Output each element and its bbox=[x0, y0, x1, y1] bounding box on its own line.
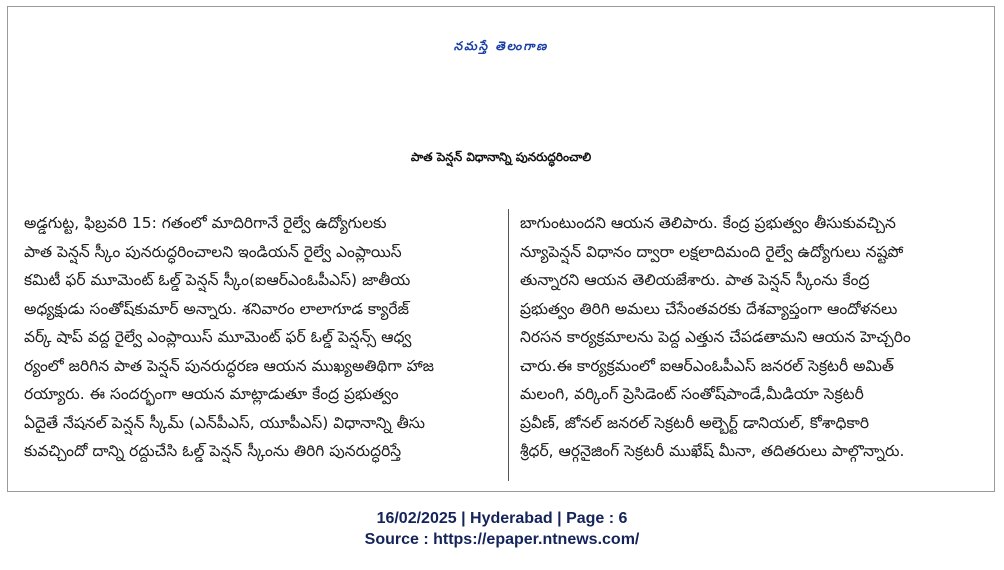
article-line: అడ్డగుట్ట, ఫిబ్రవరి 15: గతంలో మాదిరిగానే రైల్వే ఉద్యోగులకు bbox=[24, 214, 387, 232]
article-line: ర్యంలో జరిగిన పాత పెన్షన్ పునరుద్ధరణ ఆయన ముఖ్యఅతిథిగా హాజ bbox=[24, 356, 435, 375]
article-line: శ్రీధర్, ఆర్గనైజింగ్ సెక్రటరీ ముఖేష్ మీనా, తదితరులు పాల్గొన్నారు. bbox=[520, 442, 905, 460]
article-line: బాగుంటుందని ఆయన తెలిపారు. కేంద్ర ప్రభుత్వం తీసుకువచ్చిన bbox=[520, 214, 896, 232]
article-line: నిరసన కార్యక్రమాలను పెద్ద ఎత్తున చేపడతామని ఆయన హెచ్చరిం bbox=[520, 328, 911, 346]
article-line: పాత పెన్షన్ స్కీం పునరుద్ధరించాలని ఇండియన్ రైల్వే ఎంప్లాయిస్ bbox=[24, 242, 402, 261]
source-link[interactable]: Source : https://epaper.ntnews.com/ bbox=[364, 531, 640, 548]
article-headline: పాత పెన్షన్ విధానాన్ని పునరుద్ధరించాలి bbox=[410, 150, 592, 164]
article-line: చారు.ఈ కార్యక్రమంలో ఐఆర్ఎంఓపీఎస్ జనరల్ సెక్రటరీ అమిత్ bbox=[520, 356, 894, 375]
edition-info: 16/02/2025 | Hyderabad | Page : 6 bbox=[376, 510, 628, 527]
article-line: తున్నారని ఆయన తెలియజేశారు. పాత పెన్షన్ స్కీంను కేంద్ర bbox=[520, 271, 870, 289]
article-line: న్యూపెన్షన్ విధానం ద్వారా లక్షలాదిమంది రైల్వే ఉద్యోగులు నష్టపో bbox=[520, 242, 904, 261]
article-column-left bbox=[24, 209, 509, 481]
article-line: ప్రభుత్వం తిరిగి అమలు చేసేంతవరకు దేశవ్యాప్తంగా ఆందోళనలు bbox=[520, 299, 898, 318]
article-line: కువచ్చిందో దాన్ని రద్దుచేసి ఓల్డ్ పెన్షన్ స్కీంను తిరిగి పునరుద్ధరిస్తే bbox=[24, 442, 402, 460]
article-column-right bbox=[520, 209, 986, 481]
newspaper-masthead: నమస్తే తెలంగాణ bbox=[453, 39, 549, 53]
clipping-frame bbox=[7, 6, 995, 492]
article-line: ప్రవీణ్, జోనల్ జనరల్ సెక్రటరీ అల్బెర్ట్ డానియల్, కోశాధికారి bbox=[520, 413, 870, 432]
article-line: రయ్యారు. ఈ సందర్భంగా ఆయన మాట్లాడుతూ కేంద్ర ప్రభుత్వం bbox=[24, 385, 399, 403]
article-line: వర్క్ షాప్ వద్ద రైల్వే ఎంప్లాయిస్ మూమెంట్ ఫర్ ఓల్డ్ పెన్షన్స్ ఆధ్వ bbox=[24, 328, 412, 346]
article-line: మలంగి, వర్కింగ్ ప్రెసిడెంట్ సంతోష్‌పాండే,మీడియా సెక్రటరీ bbox=[520, 385, 864, 403]
article-line: కమిటీ ఫర్ మూమెంట్ ఓల్డ్ పెన్షన్ స్కీం(ఐఆర్ఎంఓపీఎస్) జాతీయ bbox=[24, 271, 411, 289]
article-line: అధ్యక్షుడు సంతోష్‌కుమార్ అన్నారు. శనివారం లాలాగూడ క్యారేజ్ bbox=[24, 299, 409, 318]
article-line: ఏదైతే నేషనల్ పెన్షన్ స్కీమ్ (ఎన్‌పీఎస్, యూపీఎస్) విధానాన్ని తీసు bbox=[24, 413, 426, 432]
